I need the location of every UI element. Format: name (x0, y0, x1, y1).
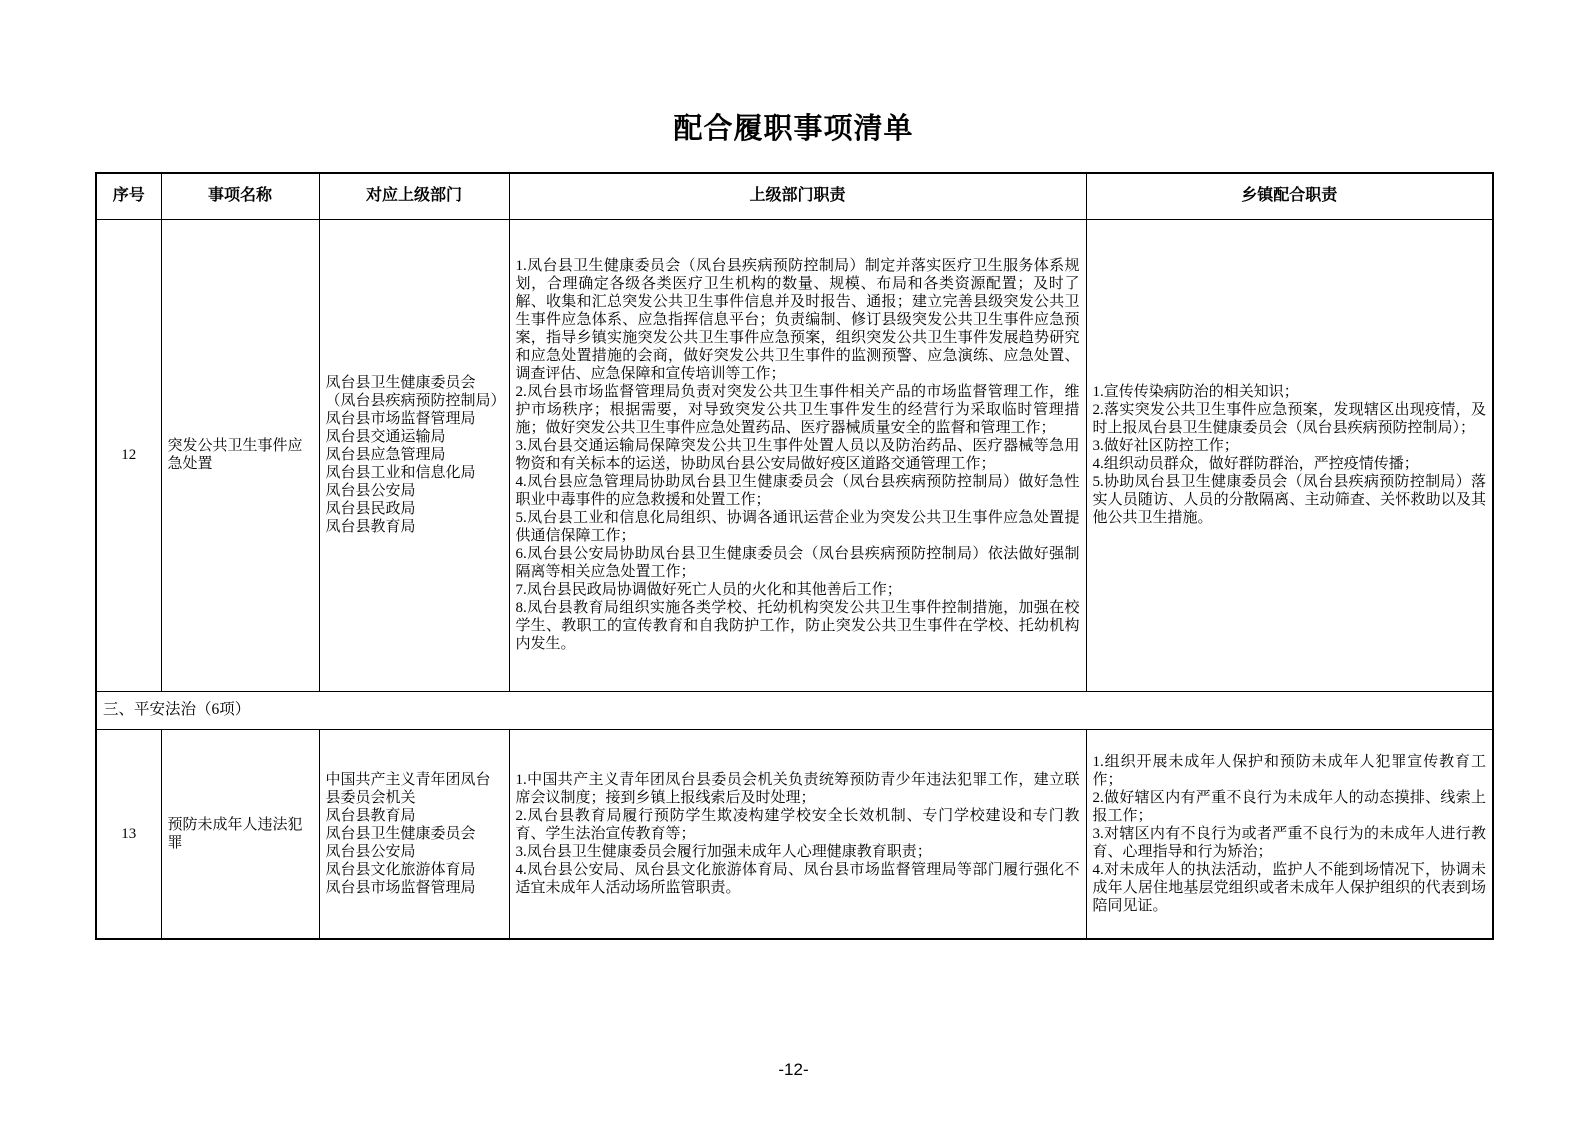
departments-list (326, 771, 503, 897)
item-name-cell: 突发公共卫生事件应急处置 (161, 219, 319, 691)
text-line: 4.凤台县公安局、凤台县文化旅游体育局、凤台县市场监督管理局等部门履行强化不适宜未成年人活动场所监管职责。 (515, 861, 1080, 896)
header-superior-duties: 上级部门职责 (509, 173, 1086, 219)
text-line: 凤台县公安局 (325, 843, 416, 860)
superior-duties-cell (509, 219, 1086, 691)
text-line: 3.凤台县交通运输局保障突发公共卫生事件处置人员以及防治药品、医疗器械等急用物资和有关标本的运送，协助凤台县公安局做好疫区道路交通管理工作； (515, 438, 1080, 472)
text-line: 1.宣传传染病防治的相关知识； (1092, 384, 1299, 400)
text-line: 凤台县教育局 (325, 807, 416, 824)
text-line: 2.做好辖区内有严重不良行为未成年人的动态摸排、线索上报工作； (1092, 789, 1486, 824)
header-seq: 序号 (96, 173, 161, 219)
departments-cell (319, 219, 509, 691)
page-number: -12- (778, 1060, 809, 1079)
text-line: 3.凤台县卫生健康委员会履行加强未成年人心理健康教育职责； (515, 843, 932, 860)
header-superior-department: 对应上级部门 (319, 173, 509, 219)
text-line: 1.中国共产主义青年团凤台县委员会机关负责统筹预防青少年违法犯罪工作，建立联席会议制度；接到乡镇上报线索后及时处理； (515, 771, 1080, 806)
superior-duties-list (516, 257, 1080, 653)
item-name-cell: 预防未成年人违法犯罪 (161, 729, 319, 939)
text-line: 凤台县文化旅游体育局 (325, 861, 476, 878)
seq-cell: 13 (96, 729, 161, 939)
township-duties-cell (1086, 219, 1493, 691)
text-line: 5.凤台县工业和信息化局组织、协调各通讯运营企业为突发公共卫生事件应急处置提供通信保障工作； (515, 510, 1080, 544)
superior-duties-list (516, 771, 1080, 897)
text-line: 3.做好社区防控工作； (1092, 438, 1239, 454)
section-row (96, 691, 1493, 729)
text-line: 4.凤台县应急管理局协助凤台县卫生健康委员会（凤台县疾病预防控制局）做好急性职业中毒事件的应急救援和处置工作； (515, 474, 1080, 508)
text-line: 4.组织动员群众，做好群防群治，严控疫情传播； (1092, 456, 1419, 472)
text-line: 凤台县工业和信息化局 (325, 465, 476, 481)
seq-cell: 12 (96, 219, 161, 691)
text-line: 凤台县教育局 (325, 519, 416, 535)
text-line: 凤台县应急管理局 (325, 447, 446, 463)
superior-duties-cell (509, 729, 1086, 939)
text-line: 1.组织开展未成年人保护和预防未成年人犯罪宣传教育工作； (1092, 753, 1486, 788)
text-line: 凤台县公安局 (325, 483, 416, 499)
township-duties-cell (1086, 729, 1493, 939)
table-row-13 (96, 729, 1493, 939)
text-line: 2.凤台县市场监督管理局负责对突发公共卫生事件相关产品的市场监督管理工作，维护市场秩序；根据需要，对导致突发公共卫生事件发生的经营行为采取临时管理措施；做好突发公共卫生事件应急处置药品、医疗器械质量安全的监督和管理工作； (515, 384, 1080, 436)
text-line: 凤台县卫生健康委员会（凤台县疾病预防控制局） (325, 375, 506, 409)
text-line: 2.落实突发公共卫生事件应急预案，发现辖区出现疫情，及时上报凤台县卫生健康委员会（凤台县疾病预防控制局）； (1092, 402, 1486, 436)
text-line: 凤台县交通运输局 (325, 429, 446, 445)
departments-list (325, 374, 506, 536)
text-line: 凤台县市场监督管理局 (325, 411, 476, 427)
township-duties-list (1093, 383, 1487, 527)
departments-cell (319, 729, 509, 939)
header-item-name: 事项名称 (161, 173, 319, 219)
text-line: 4.对未成年人的执法活动，监护人不能到场情况下，协调未成年人居住地基层党组织或者未成年人保护组织的代表到场陪同见证。 (1092, 861, 1486, 914)
header-township-duties: 乡镇配合职责 (1086, 173, 1493, 219)
table-header-row (96, 173, 1493, 219)
text-line: 1.凤台县卫生健康委员会（凤台县疾病预防控制局）制定并落实医疗卫生服务体系规划，合理确定各级各类医疗卫生机构的数量、规模、布局和各类资源配置；及时了解、收集和汇总突发公共卫生事件信息并及时报告、通报；建立完善县级突发公共卫生事件应急体系、应急指挥信息平台；负责编制、修订县级突发公共卫生事件应急预案，指导乡镇实施突发公共卫生事件应急预案，组织突发公共卫生事件发展趋势研究和应急处置措施的会商，做好突发公共卫生事件的监测预警、应急演练、应急处置、调查评估、应急保障和宣传培训等工作； (515, 258, 1080, 382)
text-line: 8.凤台县教育局组织实施各类学校、托幼机构突发公共卫生事件控制措施，加强在校学生、教职工的宣传教育和自我防护工作，防止突发公共卫生事件在学校、托幼机构内发生。 (515, 600, 1080, 652)
table-row-12 (96, 219, 1493, 691)
township-duties-list (1093, 753, 1487, 915)
text-line: 凤台县市场监督管理局 (325, 879, 476, 896)
text-line: 中国共产主义青年团凤台县委员会机关 (325, 771, 491, 806)
text-line: 凤台县民政局 (325, 501, 416, 517)
duty-table (95, 172, 1494, 940)
text-line: 6.凤台县公安局协助凤台县卫生健康委员会（凤台县疾病预防控制局）依法做好强制隔离等相关应急处置工作； (515, 546, 1080, 580)
text-line: 5.协助凤台县卫生健康委员会（凤台县疾病预防控制局）落实人员随访、人员的分散隔离、主动筛查、关怀救助以及其他公共卫生措施。 (1092, 474, 1486, 526)
text-line: 凤台县卫生健康委员会 (325, 825, 476, 842)
text-line: 7.凤台县民政局协调做好死亡人员的火化和其他善后工作； (515, 582, 902, 598)
page-title: 配合履职事项清单 (673, 113, 914, 145)
text-line: 2.凤台县教育局履行预防学生欺凌构建学校安全长效机制、专门学校建设和专门教育、学生法治宣传教育等； (515, 807, 1080, 842)
text-line: 3.对辖区内有不良行为或者严重不良行为的未成年人进行教育、心理指导和行为矫治； (1092, 825, 1486, 860)
section-row-label: 三、平安法治（6项） (96, 691, 1493, 729)
